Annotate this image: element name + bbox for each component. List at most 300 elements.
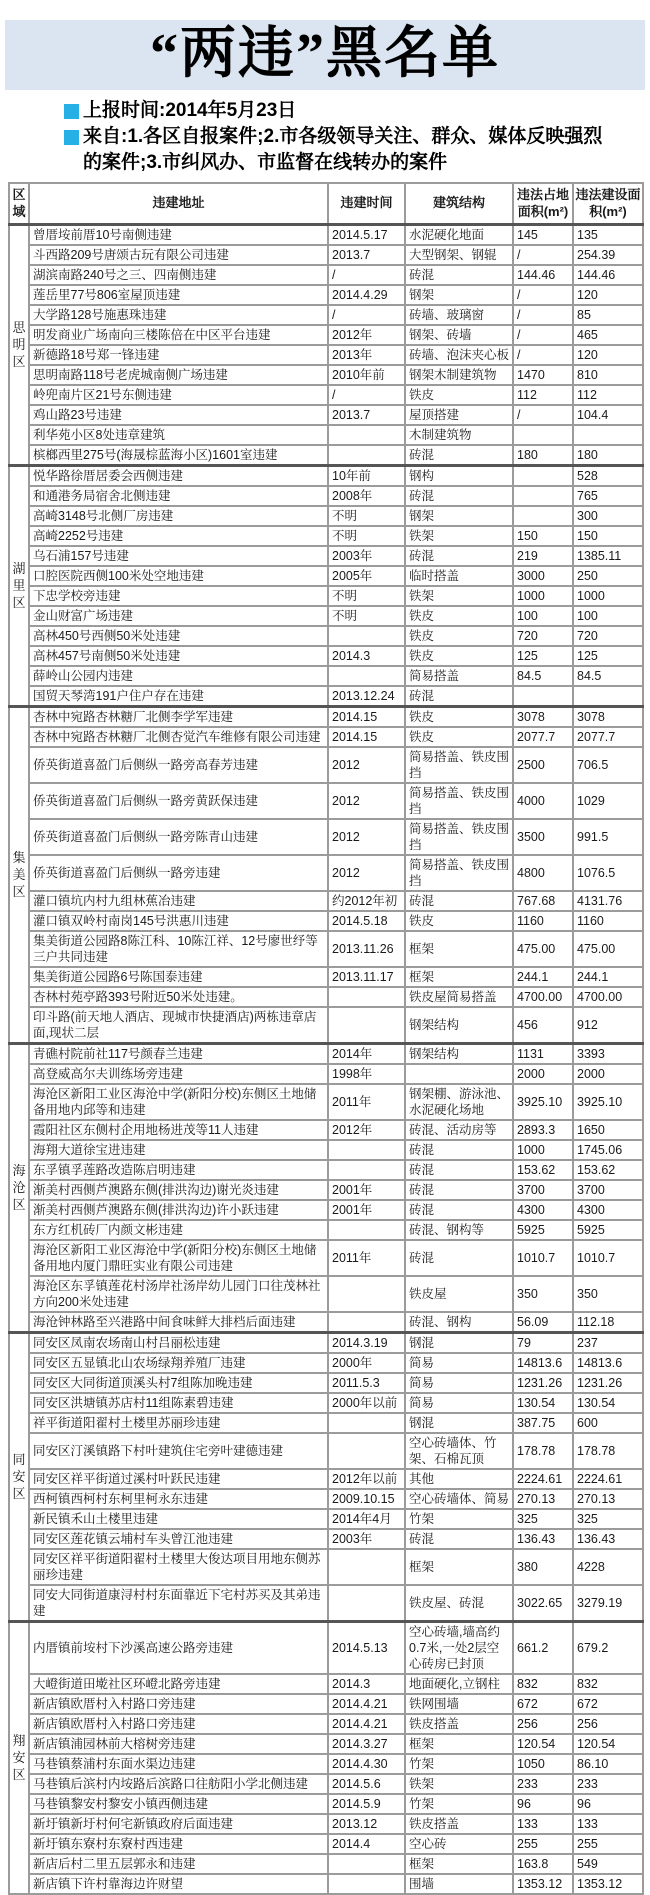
cell-address: 悦华路徐厝居委会西侧违建: [29, 466, 328, 487]
cell-land-area: 767.68: [513, 891, 573, 911]
cell-build-area: 810: [573, 365, 643, 385]
cell-structure: 砖墙、玻璃窗: [405, 305, 513, 325]
cell-structure: 砖混: [405, 445, 513, 466]
cell-time: 2012年: [328, 1120, 405, 1140]
cell-address: 渐美村西侧芦澳路东侧(排洪沟边)许小跃违建: [29, 1200, 328, 1220]
cell-build-area: 4228: [573, 1549, 643, 1585]
cell-structure: 砖混: [405, 891, 513, 911]
cell-build-area: 549: [573, 1854, 643, 1874]
table-row: [9, 1140, 643, 1160]
cell-build-area: 2077.7: [573, 727, 643, 747]
cell-address: 杏林村苑亭路393号附近50米处违建。: [29, 987, 328, 1007]
table-row: [9, 626, 643, 646]
cell-time: 2014.4.30: [328, 1754, 405, 1774]
cell-build-area: 1076.5: [573, 855, 643, 891]
cell-time: 2008年: [328, 486, 405, 506]
cell-build-area: 5925: [573, 1220, 643, 1240]
cell-time: [328, 1433, 405, 1469]
cell-land-area: 1000: [513, 1140, 573, 1160]
cell-time: [328, 1874, 405, 1894]
table-row: [9, 285, 643, 305]
cell-build-area: 120: [573, 345, 643, 365]
cell-structure: 铁皮屋、砖混: [405, 1585, 513, 1622]
cell-land-area: 133: [513, 1814, 573, 1834]
cell-time: 2014.15: [328, 727, 405, 747]
table-row: [9, 1794, 643, 1814]
cell-address: 灌口镇坑内村九组林蕉冶违建: [29, 891, 328, 911]
cell-structure: 空心砖墙,墙高约0.7米,一处2层空心砖房已封顶: [405, 1622, 513, 1675]
cell-structure: 空心砖墙体、竹架、石棉瓦顶: [405, 1433, 513, 1469]
cell-structure: 铁皮搭盖: [405, 1714, 513, 1734]
cell-build-area: 153.62: [573, 1160, 643, 1180]
cell-structure: 铁架: [405, 1774, 513, 1794]
cell-structure: 铁网围墙: [405, 1694, 513, 1714]
cell-structure: 铁皮搭盖: [405, 1814, 513, 1834]
table-row: [9, 606, 643, 626]
cell-build-area: 125: [573, 646, 643, 666]
cell-structure: 框架: [405, 1549, 513, 1585]
cell-build-area: 325: [573, 1509, 643, 1529]
cell-time: 2014.3: [328, 1674, 405, 1694]
cell-land-area: 5925: [513, 1220, 573, 1240]
table-row: [9, 783, 643, 819]
page-title: “两违”黑名单: [5, 20, 645, 90]
cell-address: 霞阳社区东侧村企用地杨进茂等11人违建: [29, 1120, 328, 1140]
cell-address: 思明南路118号老虎城南侧广场违建: [29, 365, 328, 385]
table-row: [9, 1044, 643, 1065]
cell-structure: 屋顶搭建: [405, 405, 513, 425]
cell-land-area: 4300: [513, 1200, 573, 1220]
cell-address: 高崎3148号北侧厂房违建: [29, 506, 328, 526]
cell-address: 东孚镇孚莲路改造陈启明违建: [29, 1160, 328, 1180]
cell-land-area: 270.13: [513, 1489, 573, 1509]
table-row: [9, 987, 643, 1007]
cell-time: 2014.5.17: [328, 225, 405, 246]
cell-time: 2012年: [328, 325, 405, 345]
table-row: [9, 225, 643, 246]
cell-time: 约2012年初: [328, 891, 405, 911]
cell-structure: [405, 1064, 513, 1084]
cell-address: 大嶝街道田墘社区环嶝北路旁违建: [29, 1674, 328, 1694]
cell-build-area: 130.54: [573, 1393, 643, 1413]
report-info: [64, 98, 604, 176]
cell-structure: 铁皮: [405, 385, 513, 405]
table-row: [9, 1694, 643, 1714]
cell-time: 10年前: [328, 466, 405, 487]
cell-structure: 竹架: [405, 1754, 513, 1774]
cell-build-area: 86.10: [573, 1754, 643, 1774]
cell-time: 2005年: [328, 566, 405, 586]
cell-address: 和通港务局宿舍北侧违建: [29, 486, 328, 506]
cell-land-area: /: [513, 405, 573, 425]
cell-time: 2014.3.27: [328, 1734, 405, 1754]
cell-structure: 钢混: [405, 1413, 513, 1433]
cell-address: 海沧区新阳工业区海沧中学(新阳分校)东侧区土地储备用地内厦门鼎旺实业有限公司违建: [29, 1240, 328, 1276]
table-row: [9, 1393, 643, 1413]
cell-land-area: 2500: [513, 747, 573, 783]
col-header-region: 区域: [9, 183, 29, 225]
cell-address: 金山财富广场违建: [29, 606, 328, 626]
cell-address: 海翔大道徐宝进违建: [29, 1140, 328, 1160]
cell-build-area: 250: [573, 566, 643, 586]
cell-structure: 钢架棚、游泳池、水泥硬化场地: [405, 1084, 513, 1120]
cell-build-area: 133: [573, 1814, 643, 1834]
cell-time: 1998年: [328, 1064, 405, 1084]
cell-time: 2009.10.15: [328, 1489, 405, 1509]
cell-time: 2001年: [328, 1180, 405, 1200]
cell-land-area: /: [513, 245, 573, 265]
cell-land-area: 3925.10: [513, 1084, 573, 1120]
cell-address: 同安区汀溪镇路下村叶建筑住宅旁叶建德违建: [29, 1433, 328, 1469]
cell-structure: 简易搭盖、铁皮围挡: [405, 747, 513, 783]
cell-land-area: 233: [513, 1774, 573, 1794]
cell-land-area: 4700.00: [513, 987, 573, 1007]
table-row: [9, 506, 643, 526]
cell-land-area: 255: [513, 1834, 573, 1854]
cell-time: 2014.5.9: [328, 1794, 405, 1814]
cell-address: 同安大同街道康浔村村东面靠近下宅村苏买及其弟违建: [29, 1585, 328, 1622]
cell-time: [328, 666, 405, 686]
cell-land-area: 256: [513, 1714, 573, 1734]
cell-land-area: 84.5: [513, 666, 573, 686]
cell-structure: 铁架: [405, 586, 513, 606]
table-row: [9, 1276, 643, 1312]
table-row: [9, 1220, 643, 1240]
table-row: [9, 727, 643, 747]
table-row: [9, 1834, 643, 1854]
cell-address: 湖滨南路240号之三、四南侧违建: [29, 265, 328, 285]
cell-build-area: 3925.10: [573, 1084, 643, 1120]
cell-time: 2014年4月: [328, 1509, 405, 1529]
region-label: 海沧区: [9, 1044, 29, 1333]
table-row: [9, 566, 643, 586]
cell-land-area: [513, 466, 573, 487]
table-row: [9, 855, 643, 891]
table-row: [9, 891, 643, 911]
cell-build-area: 270.13: [573, 1489, 643, 1509]
cell-address: 马巷镇黎安村黎安小镇西侧违建: [29, 1794, 328, 1814]
cell-address: 曾厝垵前厝10号南侧违建: [29, 225, 328, 246]
cell-build-area: 112.18: [573, 1312, 643, 1333]
blacklist-table: [8, 182, 644, 1895]
cell-structure: 简易搭盖、铁皮围挡: [405, 783, 513, 819]
cell-address: 同安区祥平街道阳翟村土楼里大俊达项目用地东侧苏丽珍违建: [29, 1549, 328, 1585]
cell-address: 同安区五显镇北山农场绿翔养殖厂违建: [29, 1353, 328, 1373]
cell-land-area: 163.8: [513, 1854, 573, 1874]
region-label: 同安区: [9, 1333, 29, 1622]
col-header-land-area: 违法占地面积(m²): [513, 183, 573, 225]
cell-time: [328, 1549, 405, 1585]
cell-land-area: /: [513, 305, 573, 325]
cell-address: 渐美村西侧芦澳路东侧(排洪沟边)谢光炎违建: [29, 1180, 328, 1200]
cell-land-area: 475.00: [513, 931, 573, 967]
cell-address: 同安区凤南农场南山村吕丽松违建: [29, 1333, 328, 1354]
cell-structure: 框架: [405, 967, 513, 987]
cell-structure: 砖混: [405, 546, 513, 566]
cell-build-area: [573, 686, 643, 707]
bullet-square-icon: [64, 104, 79, 119]
cell-structure: 框架: [405, 931, 513, 967]
cell-time: 2013.11.26: [328, 931, 405, 967]
cell-time: 2001年: [328, 1200, 405, 1220]
cell-address: 马巷镇蔡浦村东面水渠边违建: [29, 1754, 328, 1774]
table-row: [9, 666, 643, 686]
table-row: [9, 1509, 643, 1529]
cell-structure: 钢架: [405, 506, 513, 526]
cell-structure: 钢架、砖墙: [405, 325, 513, 345]
cell-structure: 砖混: [405, 1240, 513, 1276]
cell-land-area: 150: [513, 526, 573, 546]
cell-time: 不明: [328, 526, 405, 546]
cell-build-area: 350: [573, 1276, 643, 1312]
table-row: [9, 1854, 643, 1874]
cell-land-area: 1131: [513, 1044, 573, 1065]
cell-structure: 钢构: [405, 466, 513, 487]
cell-structure: 空心砖墙体、简易: [405, 1489, 513, 1509]
cell-build-area: 120: [573, 285, 643, 305]
table-row: [9, 345, 643, 365]
cell-land-area: 3500: [513, 819, 573, 855]
cell-time: 2014.4.29: [328, 285, 405, 305]
cell-land-area: 100: [513, 606, 573, 626]
cell-time: 2011.5.3: [328, 1373, 405, 1393]
cell-structure: 砖混: [405, 1180, 513, 1200]
cell-address: 杏林中宛路杏林糖厂北侧杏觉汽车维修有限公司违建: [29, 727, 328, 747]
cell-address: 印斗路(前天地人酒店、现城市快捷酒店)两栋违章店面,现状二层: [29, 1007, 328, 1044]
cell-address: 海沧区东孚镇莲花村汤岸社汤岸幼儿园门口往茂林社方向200米处违建: [29, 1276, 328, 1312]
cell-time: [328, 1007, 405, 1044]
cell-land-area: 136.43: [513, 1529, 573, 1549]
cell-build-area: 600: [573, 1413, 643, 1433]
cell-address: 内厝镇前垵村下沙溪高速公路旁违建: [29, 1622, 328, 1675]
cell-address: 新店镇浦园林前大榕树旁违建: [29, 1734, 328, 1754]
cell-address: 祥平街道阳翟村土楼里苏丽珍违建: [29, 1413, 328, 1433]
cell-land-area: 145: [513, 225, 573, 246]
cell-address: 灌口镇双岭村南岗145号洪惠川违建: [29, 911, 328, 931]
cell-land-area: 3000: [513, 566, 573, 586]
cell-build-area: [573, 425, 643, 445]
cell-build-area: 2000: [573, 1064, 643, 1084]
cell-time: 2013.12: [328, 1814, 405, 1834]
cell-land-area: /: [513, 325, 573, 345]
cell-time: 2014.4.21: [328, 1694, 405, 1714]
cell-build-area: 4131.76: [573, 891, 643, 911]
cell-build-area: 96: [573, 1794, 643, 1814]
cell-structure: 竹架: [405, 1794, 513, 1814]
cell-address: 下忠学校旁违建: [29, 586, 328, 606]
cell-build-area: 679.2: [573, 1622, 643, 1675]
cell-address: 大学路128号施惠珠违建: [29, 305, 328, 325]
cell-time: [328, 1585, 405, 1622]
cell-address: 同安区洪塘镇苏店村11组陈素碧违建: [29, 1393, 328, 1413]
cell-structure: 钢混: [405, 1333, 513, 1354]
table-row: [9, 385, 643, 405]
cell-structure: 铁皮屋: [405, 1276, 513, 1312]
report-source-line: [64, 124, 604, 176]
table-row: [9, 707, 643, 728]
cell-build-area: 180: [573, 445, 643, 466]
cell-build-area: 3700: [573, 1180, 643, 1200]
cell-build-area: 256: [573, 1714, 643, 1734]
cell-land-area: 3700: [513, 1180, 573, 1200]
cell-land-area: 180: [513, 445, 573, 466]
cell-structure: 铁皮: [405, 606, 513, 626]
cell-structure: 铁皮屋简易搭盖: [405, 987, 513, 1007]
cell-land-area: 153.62: [513, 1160, 573, 1180]
region-label: 集美区: [9, 707, 29, 1044]
table-row: [9, 405, 643, 425]
table-row: [9, 1240, 643, 1276]
cell-address: 乌石浦157号违建: [29, 546, 328, 566]
table-row: [9, 1734, 643, 1754]
cell-build-area: 254.39: [573, 245, 643, 265]
cell-time: [328, 1276, 405, 1312]
cell-time: [328, 1140, 405, 1160]
cell-build-area: 4700.00: [573, 987, 643, 1007]
cell-address: 侨英街道喜盈门后侧纵一路旁黄跃保违建: [29, 783, 328, 819]
cell-address: 高林457号南侧50米处违建: [29, 646, 328, 666]
cell-land-area: [513, 686, 573, 707]
table-row: [9, 486, 643, 506]
cell-time: 不明: [328, 606, 405, 626]
cell-address: 新店后村二里五层郭永和违建: [29, 1854, 328, 1874]
cell-land-area: 3022.65: [513, 1585, 573, 1622]
table-row: [9, 1874, 643, 1894]
cell-build-area: 672: [573, 1694, 643, 1714]
cell-time: 2013.7: [328, 245, 405, 265]
cell-build-area: 1160: [573, 911, 643, 931]
table-row: [9, 1353, 643, 1373]
cell-time: 2012: [328, 819, 405, 855]
table-row: [9, 1714, 643, 1734]
cell-time: [328, 1854, 405, 1874]
cell-build-area: 1353.12: [573, 1874, 643, 1894]
cell-structure: 简易搭盖: [405, 666, 513, 686]
cell-build-area: 475.00: [573, 931, 643, 967]
table-row: [9, 1529, 643, 1549]
table-row: [9, 1549, 643, 1585]
region-label: 翔安区: [9, 1622, 29, 1895]
cell-address: 马巷镇后滨村内垵路后滨路口往舫阳小学北侧违建: [29, 1774, 328, 1794]
cell-address: 青礁村院前社117号颜春兰违建: [29, 1044, 328, 1065]
cell-address: 岭兜南片区21号东侧违建: [29, 385, 328, 405]
table-row: [9, 646, 643, 666]
cell-structure: 铁皮: [405, 626, 513, 646]
cell-land-area: 672: [513, 1694, 573, 1714]
table-row: [9, 1200, 643, 1220]
cell-land-area: 4000: [513, 783, 573, 819]
table-row: [9, 1469, 643, 1489]
cell-structure: 地面硬化,立钢柱: [405, 1674, 513, 1694]
cell-build-area: 104.4: [573, 405, 643, 425]
cell-structure: 钢架结构: [405, 1007, 513, 1044]
cell-time: 2014年: [328, 1044, 405, 1065]
table-row: [9, 1007, 643, 1044]
cell-address: 杏林中宛路杏林糖厂北侧李学军违建: [29, 707, 328, 728]
cell-land-area: 325: [513, 1509, 573, 1529]
cell-land-area: 1010.7: [513, 1240, 573, 1276]
cell-land-area: 125: [513, 646, 573, 666]
table-row: [9, 526, 643, 546]
cell-address: 新圩镇东寮村东寮村西违建: [29, 1834, 328, 1854]
cell-time: /: [328, 305, 405, 325]
cell-build-area: 4300: [573, 1200, 643, 1220]
cell-address: 西柯镇西柯村东柯里柯永东违建: [29, 1489, 328, 1509]
cell-address: 高登威高尔夫训练场旁违建: [29, 1064, 328, 1084]
cell-address: 侨英街道喜盈门后侧纵一路旁陈青山违建: [29, 819, 328, 855]
cell-land-area: 1470: [513, 365, 573, 385]
cell-structure: 简易搭盖、铁皮围挡: [405, 855, 513, 891]
cell-land-area: 14813.6: [513, 1353, 573, 1373]
cell-build-area: 3078: [573, 707, 643, 728]
cell-build-area: 912: [573, 1007, 643, 1044]
cell-structure: 水泥硬化地面: [405, 225, 513, 246]
cell-time: 2014.15: [328, 707, 405, 728]
cell-structure: 砖混: [405, 1160, 513, 1180]
table-row: [9, 1433, 643, 1469]
cell-address: 新德路18号郑一锋违建: [29, 345, 328, 365]
cell-structure: 竹架: [405, 1509, 513, 1529]
report-time-line: [64, 98, 604, 124]
cell-build-area: 120.54: [573, 1734, 643, 1754]
cell-build-area: 14813.6: [573, 1353, 643, 1373]
table-row: [9, 1754, 643, 1774]
cell-land-area: 1160: [513, 911, 573, 931]
cell-address: 斗西路209号唐颂古玩有限公司违建: [29, 245, 328, 265]
cell-land-area: 2224.61: [513, 1469, 573, 1489]
table-row: [9, 265, 643, 285]
cell-build-area: 720: [573, 626, 643, 646]
cell-time: [328, 445, 405, 466]
cell-address: 国贸天琴湾191户住户存在违建: [29, 686, 328, 707]
cell-build-area: 1029: [573, 783, 643, 819]
cell-build-area: 3279.19: [573, 1585, 643, 1622]
table-row: [9, 931, 643, 967]
cell-address: 同安区祥平街道过溪村叶跃民违建: [29, 1469, 328, 1489]
cell-land-area: [513, 506, 573, 526]
cell-address: 利华苑小区8处违章建筑: [29, 425, 328, 445]
cell-land-area: 2893.3: [513, 1120, 573, 1140]
cell-structure: 砖混、钢构: [405, 1312, 513, 1333]
cell-time: 2014.5.13: [328, 1622, 405, 1675]
cell-build-area: 3393: [573, 1044, 643, 1065]
table-row: [9, 819, 643, 855]
cell-time: [328, 1413, 405, 1433]
cell-structure: 铁皮: [405, 911, 513, 931]
cell-structure: 钢架木制建筑物: [405, 365, 513, 385]
cell-time: 2014.5.18: [328, 911, 405, 931]
cell-build-area: 1745.06: [573, 1140, 643, 1160]
cell-land-area: 244.1: [513, 967, 573, 987]
cell-build-area: 765: [573, 486, 643, 506]
col-header-structure: 建筑结构: [405, 183, 513, 225]
cell-build-area: 706.5: [573, 747, 643, 783]
cell-build-area: 112: [573, 385, 643, 405]
cell-structure: 框架: [405, 1854, 513, 1874]
cell-build-area: 85: [573, 305, 643, 325]
cell-structure: 围墙: [405, 1874, 513, 1894]
cell-address: 薛岭山公园内违建: [29, 666, 328, 686]
table-row: [9, 325, 643, 345]
cell-time: 2014.5.6: [328, 1774, 405, 1794]
cell-address: 东方红机砖厂内颜文彬违建: [29, 1220, 328, 1240]
cell-build-area: 991.5: [573, 819, 643, 855]
cell-time: 不明: [328, 586, 405, 606]
table-row: [9, 305, 643, 325]
cell-address: 鸡山路23号违建: [29, 405, 328, 425]
table-row: [9, 747, 643, 783]
cell-time: [328, 626, 405, 646]
